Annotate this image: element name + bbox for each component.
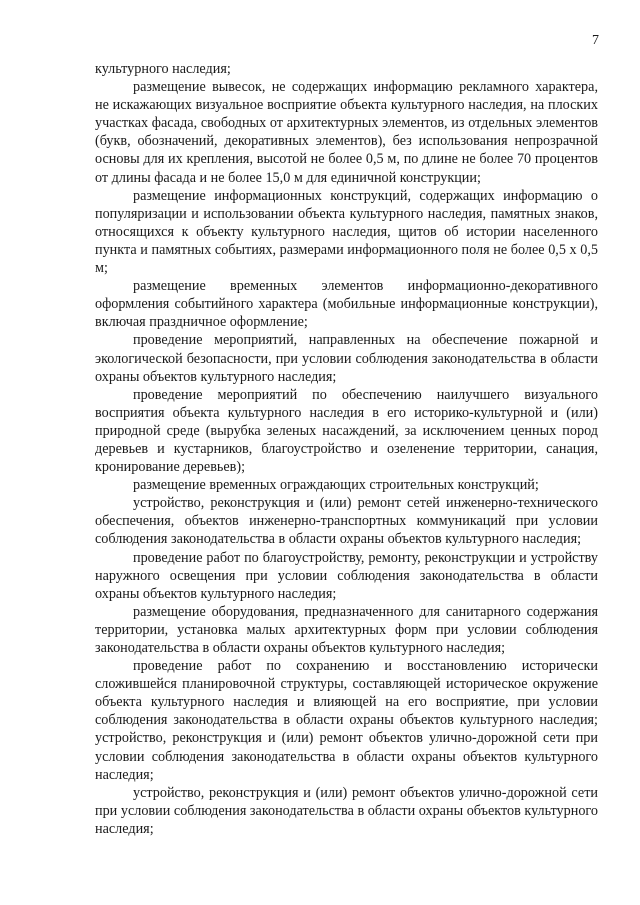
paragraph-temporary-decor: размещение временных элементов информационно-декоративного оформления событийного характера (мобильные информационные конструкции), включая праздничное оформление; bbox=[95, 278, 598, 331]
document-body bbox=[95, 60, 598, 838]
page-number: 7 bbox=[592, 33, 599, 48]
paragraph-road-network: устройство, реконструкция и (или) ремонт объектов улично-дорожной сети при условии соблюдения законодательства в области охраны объектов культурного наследия; bbox=[95, 784, 598, 837]
paragraph-info-constructions: размещение информационных конструкций, содержащих информацию о популяризации и использовании объекта культурного наследия, памятных знаков, относящихся к объекту культурного наследия, щитов об истории населенного пункта и памятных событиях, размерами информационного поля не более 0,5 х 0,5 м; bbox=[95, 187, 598, 277]
paragraph-signs: размещение вывесок, не содержащих информацию рекламного характера, не искажающих визуальное восприятие объекта культурного наследия, на плоских участках фасада, свободных от архитектурных элементов, из отдельных элементов (букв, обозначений, декоративных элементов), без использования непрозрачной основы для их крепления, высотой не более 0,5 м, по длине не более 70 процентов от длины фасада и не более 15,0 м для единичной конструкции; bbox=[95, 79, 598, 186]
paragraph-visual-perception: проведение мероприятий по обеспечению наилучшего визуального восприятия объекта культурного наследия в его историко-культурной и (или) природной среде (вырубка зеленых насаждений, за исключением ценных пород деревьев и кустарников, благоустройство и озеленение территории, санация, кронирование деревьев); bbox=[95, 386, 598, 476]
paragraph-planning-structure: проведение работ по сохранению и восстановлению исторически сложившейся планировочной структуры, составляющей историческое окружение объекта культурного наследия и влияющей на его восприятие, при условии соблюдения законодательства в области охраны объектов культурного наследия; устройство, реконструкция и (или) ремонт объектов улично-дорожной сети при условии соблюдения законодательства в области охраны объектов культурного наследия; bbox=[95, 658, 598, 783]
paragraph-fire-safety: проведение мероприятий, направленных на обеспечение пожарной и экологической безопасности, при условии соблюдения законодательства в области охраны объектов культурного наследия; bbox=[95, 332, 598, 385]
paragraph-sanitary-equipment: размещение оборудования, предназначенного для санитарного содержания территории, установка малых архитектурных форм при условии соблюдения законодательства в области охраны объектов культурного наследия; bbox=[95, 603, 598, 656]
paragraph-lighting: проведение работ по благоустройству, ремонту, реконструкции и устройству наружного освещения при условии соблюдения законодательства в области охраны объектов культурного наследия; bbox=[95, 549, 598, 602]
paragraph-engineering-networks: устройство, реконструкция и (или) ремонт сетей инженерно-технического обеспечения, объектов инженерно-транспортных коммуникаций при условии соблюдения законодательства в области охраны объектов культурного наследия; bbox=[95, 495, 598, 548]
paragraph-temporary-fences: размещение временных ограждающих строительных конструкций; bbox=[133, 477, 539, 494]
paragraph-continuation: культурного наследия; bbox=[95, 61, 231, 77]
